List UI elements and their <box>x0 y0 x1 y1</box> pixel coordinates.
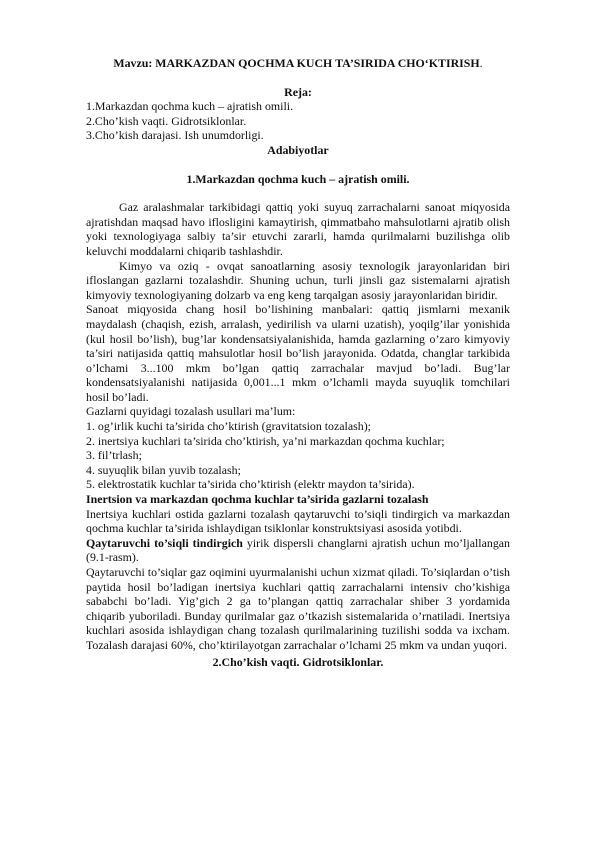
inertsion-heading: Inertsion va markazdan qochma kuchlar ta’sirida gazlarni tozalash <box>86 492 429 507</box>
document-page <box>86 56 510 669</box>
paragraph-5: Inertsiya kuchlari ostida gazlarni tozalash qaytaruvchi to’siqli tindirgich va markazdan qochma kuchlar ta’sirida ishlaydigan tsiklonlar konstruktsiyasi asosida yotibdi. <box>86 506 510 536</box>
title-period: . <box>479 56 483 70</box>
paragraph-6 <box>86 536 510 565</box>
method-item-5: 5. elektrostatik kuchlar ta’sirida cho’ktirish (elektr maydon ta’sirida). <box>86 477 415 492</box>
paragraph-7: Qaytaruvchi to’siqlar gaz oqimini uyurmalanishi uchun xizmat qiladi. To’siqlardan o’tish paytida hosil bo’ladigan inertsiya kuchlari qattiq zarrachalarni intensiv cho’kishiga sababchi bo’ladi. Yig’gich 2 ga to’plangan qattiq zarrachalar shiber 3 yordamida chiqarib yuboriladi. Bunday qurilmalar gaz o’tkazish sistemalarida o’rnatiladi. Inertsiya kuchlari asosida ishlaydigan chang tozalash qurilmalarining tuzilishi sodda va ixcham. Tozalash darajasi 60%, cho’ktirilayotgan zarrachalar o’lchami 25 mkm va undan yuqori. <box>86 565 510 652</box>
method-item-4: 4. suyuqlik bilan yuvib tozalash; <box>86 462 241 477</box>
methods-intro: Gazlarni quyidagi tozalash usullari ma’lum: <box>86 404 296 419</box>
method-item-3: 3. fil’trlash; <box>86 448 142 463</box>
document-title <box>86 56 510 71</box>
plan-item-1: 1.Markazdan qochma kuch – ajratish omili. <box>86 99 294 114</box>
plan-item-3: 3.Cho’kish darajasi. Ish unumdorligi. <box>86 128 264 143</box>
references-heading: Adabiyotlar <box>267 142 329 157</box>
paragraph-6-rest: yirik dispersli changlarni ajratish uchun mo’ljallangan (9.1-rasm). <box>86 535 510 565</box>
method-item-2: 2. inertsiya kuchlari ta’sirida cho’ktirish, ya’ni markazdan qochma kuchlar; <box>86 433 445 448</box>
section-1-heading: 1.Markazdan qochma kuch – ajratish omili. <box>186 171 410 186</box>
title-text: Mavzu: MARKAZDAN QOCHMA KUCH TA’SIRIDA CHO‘KTIRISH <box>113 56 480 70</box>
plan-item-2: 2.Cho’kish vaqti. Gidrotsiklonlar. <box>86 113 247 128</box>
method-item-1: 1. og’irlik kuchi ta’sirida cho’ktirish (gravitatsion tozalash); <box>86 419 371 434</box>
plan-heading: Reja: <box>284 84 312 99</box>
paragraph-3: Sanoat miqyosida chang hosil bo’lishining manbalari: qattiq jismlarni mexanik maydalash (chaqish, ezish, arralash, yedirilish va ularni uzatish), yoqilg’ilar yonishida (kul hosil bo’lish), bug’lar kondensatsiyalanishida, hamda gazlarning o’zaro kimyoviy ta’siri natijasida qattiq mahsulotlar hosil bo’lish jarayonida. Odatda, changlar tarkibida o’lchami 3...100 mkm bo’lgan qattiq zarrachalar mavjud bo’ladi. Bug’lar kondensatsiyalanishi natijasida 0,001...1 mkm o’lchamli mayda suyuqlik tomchilari hosil bo’ladi. <box>86 302 510 404</box>
paragraph-6-bold-term: Qaytaruvchi to’siqli tindirgich <box>86 535 243 550</box>
paragraph-2: Kimyo va oziq - ovqat sanoatlarning asosiy texnologik jarayonlaridan biri ifloslangan gazlarni tozalashdir. Shuning uchun, turli jinsli gaz sistemalarni ajratish kimyoviy texnologiyaning dolzarb va eng keng tarqalgan asosiy jarayonlaridan biridir. <box>86 258 510 302</box>
section-2-heading: 2.Cho’kish vaqti. Gidrotsiklonlar. <box>212 654 384 669</box>
paragraph-1: Gaz aralashmalar tarkibidagi qattiq yoki suyuq zarrachalarni sanoat miqyosida ajratishdan maqsad havo iflosligini kamaytirish, qimmatbaho mahsulotlarni ajratib olish yoki texnologiyaga salbiy ta’sir etuvchi zararli, hamda qurilmalarni buzilishga olib keluvchi moddalarni chiqarib tashlashdir. <box>86 200 510 258</box>
